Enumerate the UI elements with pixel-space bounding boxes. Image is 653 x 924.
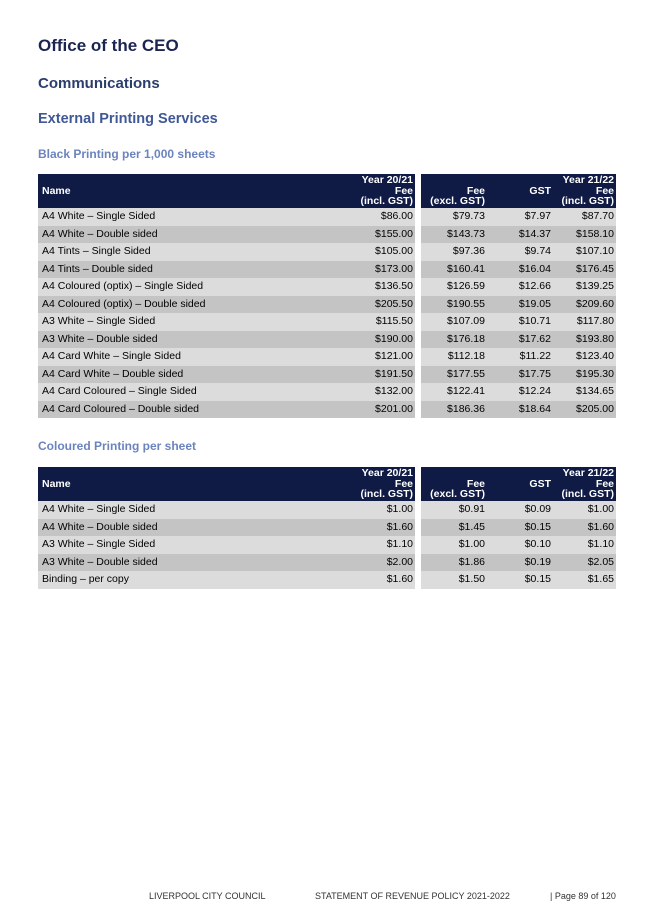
row-name: Binding – per copy: [38, 571, 343, 589]
header-year-2021-fee-incl: [343, 174, 415, 208]
row-name: A3 White – Single Sided: [38, 313, 343, 331]
table-row: [38, 536, 616, 554]
row-gst: $9.74: [487, 243, 553, 261]
service-heading: External Printing Services: [38, 111, 218, 127]
row-gst: $12.66: [487, 278, 553, 296]
row-fee-2021-incl: $155.00: [343, 226, 415, 244]
header-incl-gst: (incl. GST): [561, 195, 614, 208]
row-fee-2122-incl: $209.60: [553, 296, 616, 314]
table-row: [38, 383, 616, 401]
row-fee-2122-incl: $176.45: [553, 261, 616, 279]
table-row: [38, 243, 616, 261]
row-fee-2021-incl: $201.00: [343, 401, 415, 419]
row-fee-2021-incl: $2.00: [343, 554, 415, 572]
row-fee-2021-incl: $132.00: [343, 383, 415, 401]
row-name: A4 White – Double sided: [38, 226, 343, 244]
row-fee-2122-incl: $1.60: [553, 519, 616, 537]
table-header-row: [38, 467, 616, 501]
row-fee-2122-incl: $1.10: [553, 536, 616, 554]
header-year-2122: Year 21/22: [562, 174, 614, 187]
header-fee-excl: [421, 467, 487, 501]
header-name: Name: [38, 467, 343, 501]
table-row: [38, 348, 616, 366]
header-fee: Fee: [394, 184, 413, 197]
row-fee-2021-incl: $205.50: [343, 296, 415, 314]
department-heading: Communications: [38, 75, 160, 92]
table-row: [38, 261, 616, 279]
header-year-2021: Year 20/21: [361, 174, 413, 187]
row-fee-2122-incl: $1.65: [553, 571, 616, 589]
row-fee-2021-incl: $1.60: [343, 519, 415, 537]
row-fee-2021-incl: $86.00: [343, 208, 415, 226]
row-fee-excl: $1.86: [421, 554, 487, 572]
row-fee-excl: $112.18: [421, 348, 487, 366]
header-excl-gst: (excl. GST): [430, 488, 485, 501]
row-gst: $18.64: [487, 401, 553, 419]
header-gst: GST: [487, 467, 553, 501]
row-fee-excl: $177.55: [421, 366, 487, 384]
row-fee-excl: $186.36: [421, 401, 487, 419]
table-row: [38, 208, 616, 226]
row-gst: $14.37: [487, 226, 553, 244]
row-name: A3 White – Double sided: [38, 554, 343, 572]
table-body: [38, 208, 616, 418]
header-year-2021-fee-incl: [343, 467, 415, 501]
row-fee-2122-incl: $117.80: [553, 313, 616, 331]
table-body: [38, 501, 616, 589]
row-fee-excl: $122.41: [421, 383, 487, 401]
row-name: A4 White – Single Sided: [38, 501, 343, 519]
row-gst: $7.97: [487, 208, 553, 226]
row-name: A4 White – Single Sided: [38, 208, 343, 226]
row-gst: $17.75: [487, 366, 553, 384]
row-fee-2122-incl: $107.10: [553, 243, 616, 261]
row-name: A4 Tints – Double sided: [38, 261, 343, 279]
row-fee-2021-incl: $1.00: [343, 501, 415, 519]
row-fee-excl: $126.59: [421, 278, 487, 296]
row-fee-excl: $1.50: [421, 571, 487, 589]
row-name: A4 Tints – Single Sided: [38, 243, 343, 261]
footer-page-number: | Page 89 of 120: [550, 891, 616, 901]
row-fee-2021-incl: $191.50: [343, 366, 415, 384]
row-fee-2122-incl: $195.30: [553, 366, 616, 384]
table-row: [38, 401, 616, 419]
row-fee-excl: $160.41: [421, 261, 487, 279]
table-row: [38, 519, 616, 537]
row-gst: $0.09: [487, 501, 553, 519]
table-row: [38, 366, 616, 384]
row-gst: $0.15: [487, 571, 553, 589]
row-fee-excl: $190.55: [421, 296, 487, 314]
row-fee-excl: $176.18: [421, 331, 487, 349]
row-fee-2021-incl: $121.00: [343, 348, 415, 366]
row-fee-excl: $1.00: [421, 536, 487, 554]
row-fee-2122-incl: $193.80: [553, 331, 616, 349]
table-row: [38, 296, 616, 314]
row-fee-excl: $143.73: [421, 226, 487, 244]
row-name: A4 Card Coloured – Single Sided: [38, 383, 343, 401]
header-fee: Fee: [466, 477, 485, 490]
header-year-2021: Year 20/21: [361, 467, 413, 480]
table-row: [38, 571, 616, 589]
header-excl-gst: (excl. GST): [430, 195, 485, 208]
office-heading: Office of the CEO: [38, 36, 179, 55]
black-printing-table: [38, 174, 616, 418]
row-gst: $10.71: [487, 313, 553, 331]
row-name: A4 Coloured (optix) – Double sided: [38, 296, 343, 314]
header-incl-gst: (incl. GST): [360, 195, 413, 208]
row-fee-2122-incl: $2.05: [553, 554, 616, 572]
header-fee: Fee: [595, 184, 614, 197]
header-fee-excl: [421, 174, 487, 208]
row-fee-excl: $79.73: [421, 208, 487, 226]
row-name: A4 White – Double sided: [38, 519, 343, 537]
row-name: A4 Card White – Single Sided: [38, 348, 343, 366]
row-fee-2021-incl: $173.00: [343, 261, 415, 279]
coloured-printing-heading: Coloured Printing per sheet: [38, 439, 197, 453]
header-year-2122-fee-incl: [553, 174, 616, 208]
row-fee-2122-incl: $205.00: [553, 401, 616, 419]
header-name: Name: [38, 174, 343, 208]
row-fee-2021-incl: $190.00: [343, 331, 415, 349]
row-gst: $12.24: [487, 383, 553, 401]
header-fee: Fee: [466, 184, 485, 197]
footer-document-title: STATEMENT OF REVENUE POLICY 2021-2022: [315, 891, 510, 901]
table-row: [38, 554, 616, 572]
header-fee: Fee: [595, 477, 614, 490]
header-fee: Fee: [394, 477, 413, 490]
row-gst: $19.05: [487, 296, 553, 314]
header-year-2122-fee-incl: [553, 467, 616, 501]
row-gst: $11.22: [487, 348, 553, 366]
row-name: A3 White – Double sided: [38, 331, 343, 349]
row-fee-2122-incl: $158.10: [553, 226, 616, 244]
footer-council: LIVERPOOL CITY COUNCIL: [149, 891, 266, 901]
row-gst: $0.15: [487, 519, 553, 537]
coloured-printing-table: [38, 467, 616, 589]
row-gst: $0.10: [487, 536, 553, 554]
table-header-row: [38, 174, 616, 208]
header-incl-gst: (incl. GST): [360, 488, 413, 501]
black-printing-heading: Black Printing per 1,000 sheets: [38, 147, 216, 161]
table-row: [38, 313, 616, 331]
row-fee-2122-incl: $134.65: [553, 383, 616, 401]
row-fee-2021-incl: $1.10: [343, 536, 415, 554]
row-name: A4 Card Coloured – Double sided: [38, 401, 343, 419]
table-row: [38, 278, 616, 296]
row-fee-2021-incl: $105.00: [343, 243, 415, 261]
row-fee-excl: $0.91: [421, 501, 487, 519]
row-fee-2021-incl: $1.60: [343, 571, 415, 589]
row-fee-2122-incl: $1.00: [553, 501, 616, 519]
row-gst: $17.62: [487, 331, 553, 349]
table-row: [38, 331, 616, 349]
row-fee-2021-incl: $136.50: [343, 278, 415, 296]
row-fee-2122-incl: $123.40: [553, 348, 616, 366]
row-name: A4 Card White – Double sided: [38, 366, 343, 384]
table-row: [38, 501, 616, 519]
header-gst: GST: [487, 174, 553, 208]
table-row: [38, 226, 616, 244]
row-fee-2021-incl: $115.50: [343, 313, 415, 331]
row-name: A3 White – Single Sided: [38, 536, 343, 554]
row-fee-excl: $1.45: [421, 519, 487, 537]
header-incl-gst: (incl. GST): [561, 488, 614, 501]
row-fee-excl: $97.36: [421, 243, 487, 261]
row-gst: $0.19: [487, 554, 553, 572]
row-name: A4 Coloured (optix) – Single Sided: [38, 278, 343, 296]
row-fee-2122-incl: $139.25: [553, 278, 616, 296]
row-fee-excl: $107.09: [421, 313, 487, 331]
row-gst: $16.04: [487, 261, 553, 279]
header-year-2122: Year 21/22: [562, 467, 614, 480]
row-fee-2122-incl: $87.70: [553, 208, 616, 226]
